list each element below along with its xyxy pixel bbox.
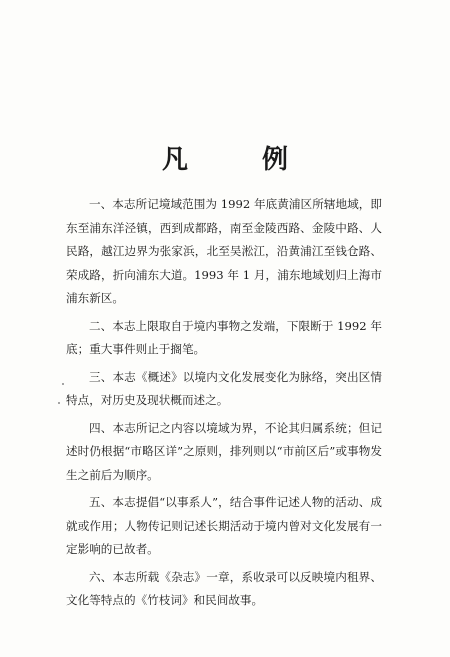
scan-speck — [62, 383, 64, 385]
note-paragraph-5: 五、本志提倡“以事系人”，结合事件记述人物的活动、成就或作用；人物传记则记述长期活动于境内曾对文化发展有一定影响的已故者。 — [66, 495, 382, 556]
page-title: 凡 例 — [161, 145, 312, 175]
note-paragraph-1: 一、本志所记境域范围为 1992 年底黄浦区所辖地域，即东至浦东洋泾镇，西到成都路，南至金陵西路、金陵中路、人民路，越江边界为张家浜，北至吴淞江，沿黄浦江至钱仓路、荣成路，折向浦东大道。1993 年 1 月，浦东地域划归上海市浦东新区。 — [66, 197, 382, 305]
note-paragraph-3: 三、本志《概述》以境内文化发展变化为脉络，突出区情特点，对历史及现状概而述之。 — [66, 369, 382, 407]
notes-body — [66, 193, 382, 613]
note-paragraph-6: 六、本志所载《杂志》一章，系收录可以反映境内租界、文化等特点的《竹枝词》和民间故事。 — [66, 569, 382, 607]
note-paragraph-2: 二、本志上限取自于境内事物之发端，下限断于 1992 年底；重大事件则止于搁笔。 — [66, 318, 382, 356]
note-paragraph-4: 四、本志所记之内容以境域为界，不论其归属系统；但记述时仍根据“市略区详”之原则，排列则以“市前区后”或事物发生之前后为顺序。 — [66, 420, 382, 482]
scan-speck — [58, 402, 60, 404]
